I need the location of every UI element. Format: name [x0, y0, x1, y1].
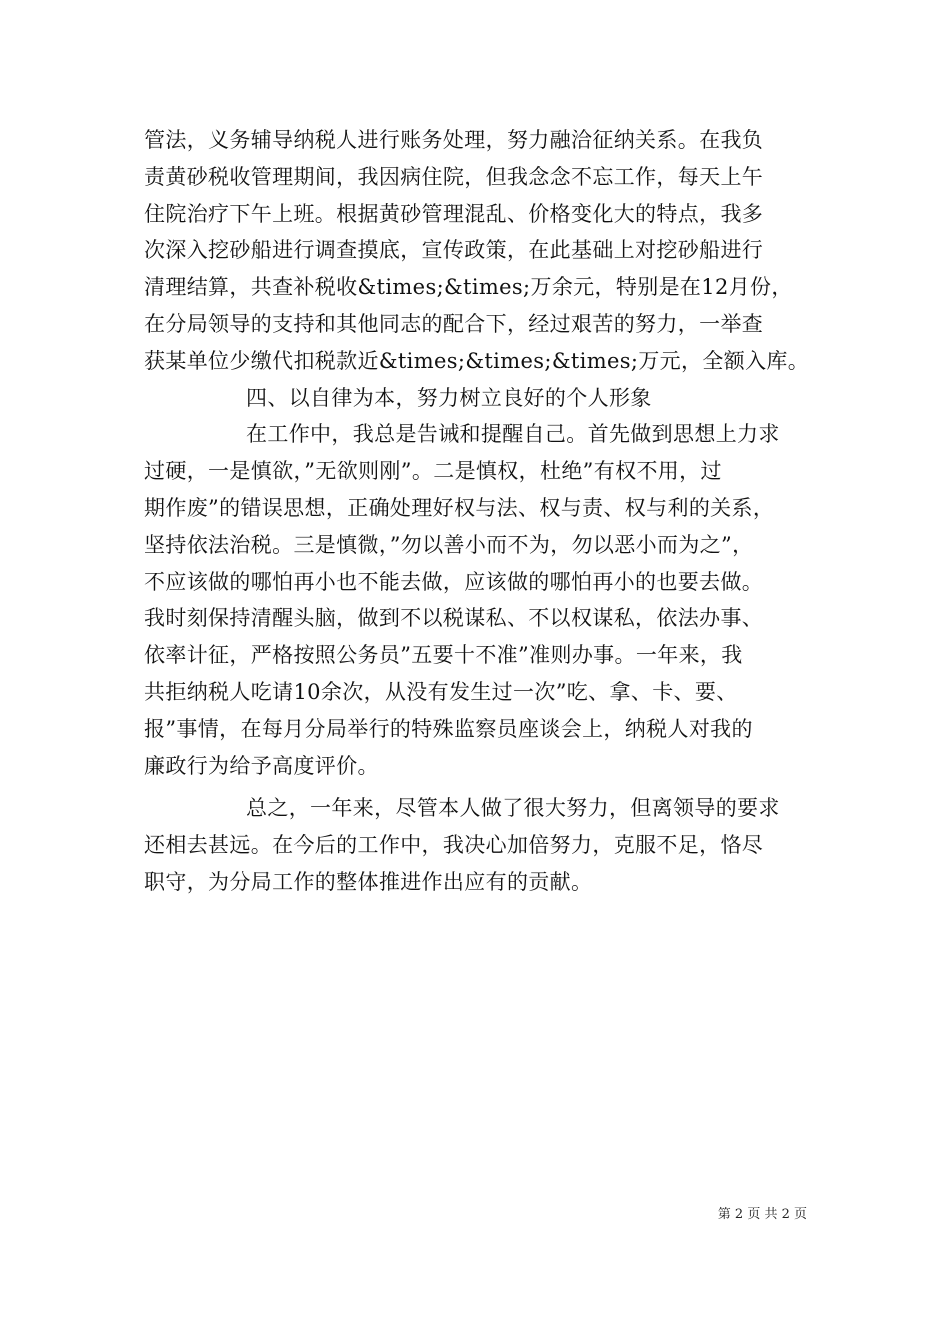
- text-line: 责黄砂税收管理期间，我因病住院，但我念念不忘工作，每天上午: [144, 164, 764, 189]
- text-line: 清理结算，共查补税收&times;&times;万余元，特别是在12月份，: [144, 275, 793, 300]
- text-line: 报”事情，在每月分局举行的特殊监察员座谈会上，纳税人对我的: [144, 716, 753, 741]
- text-line: 期作废”的错误思想，正确处理好权与法、权与责、权与利的关系，: [144, 495, 775, 520]
- text-line: 共拒纳税人吃请10余次，从没有发生过一次”吃、拿、卡、要、: [144, 679, 738, 704]
- text-line: 我时刻保持清醒头脑，做到不以税谋私、不以权谋私，依法办事、: [144, 606, 764, 631]
- text-line: 次深入挖砂船进行调查摸底，宣传政策，在此基础上对挖砂船进行: [144, 238, 764, 263]
- page-number-footer: 第 2 页 共 2 页: [717, 1207, 807, 1222]
- text-line: 总之，一年来，尽管本人做了很大努力，但离领导的要求: [246, 796, 780, 821]
- text-line: 管法，义务辅导纳税人进行账务处理，努力融洽征纳关系。在我负: [144, 128, 764, 152]
- text-line: 获某单位少缴代扣税款近&times;&times;&times;万元，全额入库。: [144, 348, 810, 373]
- text-line: 不应该做的哪怕再小也不能去做，应该做的哪怕再小的也要去做。: [144, 569, 764, 594]
- text-line: 职守，为分局工作的整体推进作出应有的贡献。: [144, 869, 593, 894]
- text-line: 廉政行为给予高度评价。: [144, 753, 379, 778]
- text-line: 还相去甚远。在今后的工作中，我决心加倍努力，克服不足，恪尽: [144, 833, 764, 858]
- text-line: 过硬，一是慎欲，”无欲则刚”。二是慎权，杜绝”有权不用，过: [144, 459, 722, 484]
- text-line: 住院治疗下午上班。根据黄砂管理混乱、价格变化大的特点，我多: [144, 201, 764, 226]
- section-heading: 四、以自律为本，努力树立良好的个人形象: [246, 385, 652, 410]
- text-line: 依率计征，严格按照公务员”五要十不准”准则办事。一年来，我: [144, 643, 743, 668]
- text-line: 在工作中，我总是告诫和提醒自己。首先做到思想上力求: [246, 422, 780, 447]
- text-line: 在分局领导的支持和其他同志的配合下，经过艰苦的努力，一举查: [144, 311, 764, 336]
- document-body: [144, 122, 824, 901]
- text-line: 坚持依法治税。三是慎微，”勿以善小而不为，勿以恶小而为之”，: [144, 532, 754, 557]
